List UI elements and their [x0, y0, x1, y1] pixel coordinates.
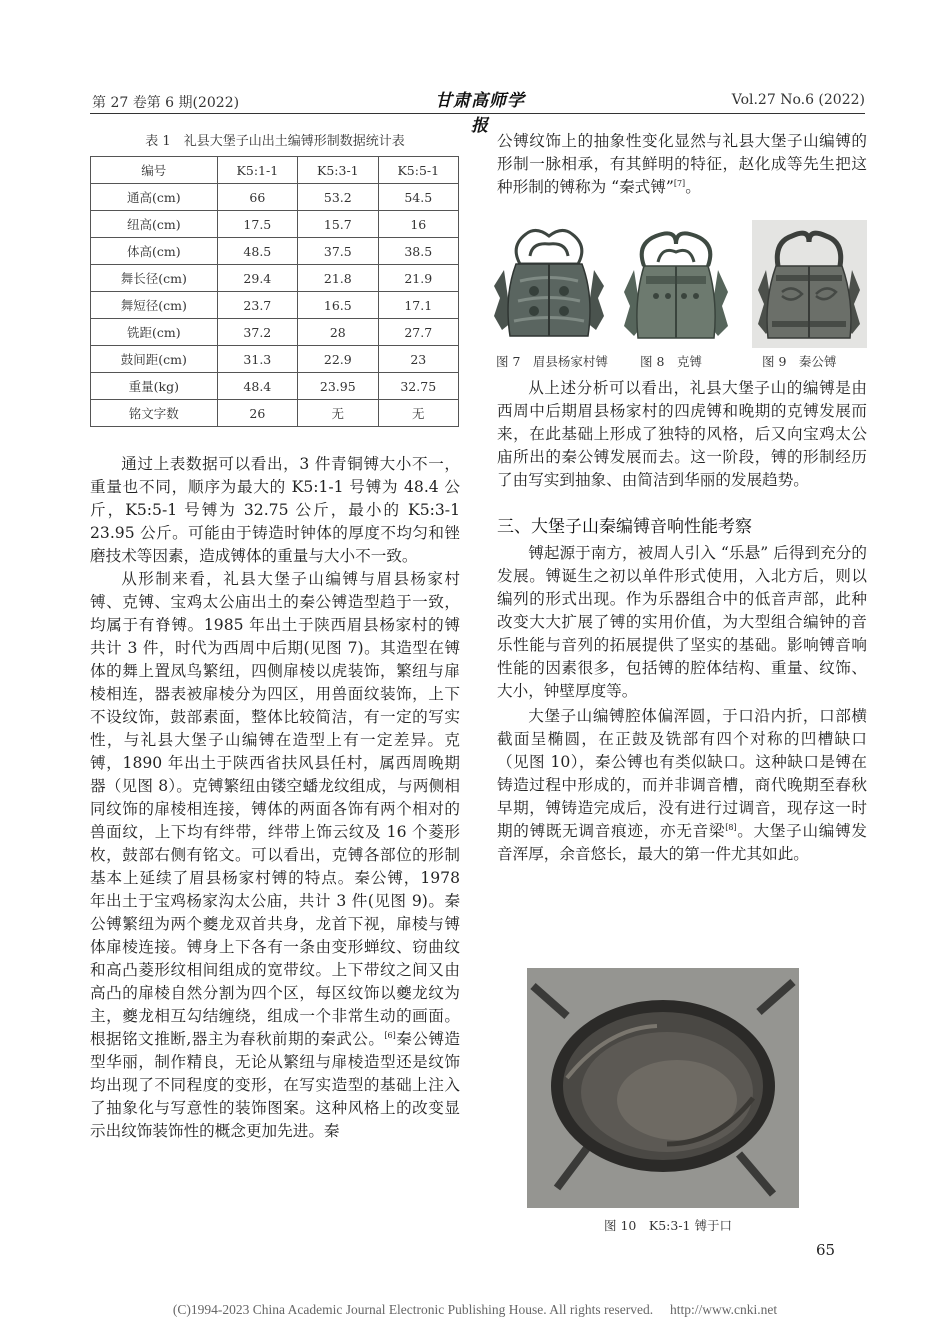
table-cell: 21.9: [378, 265, 458, 292]
table-row: [91, 238, 459, 265]
section-title: 三、大堡子山秦编镈音响性能考察: [497, 517, 752, 537]
paragraph: 从上述分析可以看出，礼县大堡子山的编镈是由西周中后期眉县杨家村的四虎镈和晚期的克镈发展而来，在此基础上形成了独特的风格，后又向宝鸡太公庙所出的秦公镈发展而去。这一阶段，镈的形制经历了由写实到抽象、由简洁到华丽的发展趋势。: [497, 379, 867, 489]
figure-10-caption: 图 10 K5:3-1 镈于口: [604, 1218, 732, 1233]
table-cell: 舞长径(cm): [91, 265, 218, 292]
paragraph-text: 。: [685, 178, 701, 196]
table-cell: 54.5: [378, 184, 458, 211]
table-cell: 37.5: [298, 238, 378, 265]
table-cell: 23.7: [217, 292, 297, 319]
figure-7-image: [490, 226, 608, 348]
table-cell: 53.2: [298, 184, 378, 211]
table-row: [91, 211, 459, 238]
right-column-text-top: [497, 130, 867, 199]
table-cell: 体高(cm): [91, 238, 218, 265]
citation-ref: [6]: [384, 1031, 396, 1040]
left-column-text: [90, 453, 460, 1143]
table-header-cell: K5:5-1: [378, 157, 458, 184]
table-cell: 16: [378, 211, 458, 238]
table-caption: 表 1 礼县大堡子山出土编镈形制数据统计表: [145, 134, 405, 149]
table-header-cell: K5:1-1: [217, 157, 297, 184]
table-row: [91, 292, 459, 319]
table-cell: 21.8: [298, 265, 378, 292]
journal-title: 甘肃高师学报: [435, 91, 525, 136]
header-rule: [90, 113, 865, 114]
table-header-row: [91, 157, 459, 184]
table-cell: 16.5: [298, 292, 378, 319]
table-cell: 纽高(cm): [91, 211, 218, 238]
table-cell: 48.5: [217, 238, 297, 265]
table-row: [91, 184, 459, 211]
table-cell: 38.5: [378, 238, 458, 265]
figure-8-image: [622, 226, 730, 348]
table-row: [91, 373, 459, 400]
figure-10-image: [527, 968, 799, 1208]
table-cell: 无: [298, 400, 378, 427]
table-cell: 通高(cm): [91, 184, 218, 211]
paragraph: [497, 130, 867, 199]
table-cell: 27.7: [378, 319, 458, 346]
table-cell: 23.95: [298, 373, 378, 400]
table-cell: 26: [217, 400, 297, 427]
journal-issue: 第 27 卷第 6 期(2022): [92, 95, 240, 111]
copyright-footer: (C)1994-2023 China Academic Journal Electronic Publishing House. All rights reserved. http://www.cnki.net: [172, 1302, 778, 1317]
figure-9-caption: 图 9 秦公镈: [762, 354, 837, 369]
paragraph-text: 公镈纹饰上的抽象性变化显然与礼县大堡子山编镈的形制一脉相承，有其鲜明的特征，赵化成等先生把这种形制的镈称为 “秦式镈”: [497, 132, 867, 196]
paragraph-text: 大堡子山编镈腔体偏浑圆，于口沿内折，口部横截面呈椭圆，在正鼓及铣部有四个对称的凹槽缺口（见图 10），秦公镈也有类似缺口。这种缺口是镈在铸造过程中形成的，而并非调音槽，商代晚期至春秋早期，镈铸造完成后，没有进行过调音，现存这一时期的镈既无调音痕迹，亦无音梁: [497, 707, 867, 840]
citation-ref: [8]: [725, 823, 737, 832]
figure-9-image: [752, 220, 867, 348]
table-cell: 23: [378, 346, 458, 373]
table-row: [91, 319, 459, 346]
table-cell: 66: [217, 184, 297, 211]
paragraph: [90, 568, 460, 1143]
right-column-text-main: [497, 377, 867, 866]
table-cell: 鼓间距(cm): [91, 346, 218, 373]
table-cell: 17.5: [217, 211, 297, 238]
figure-7-caption: 图 7 眉县杨家村镈: [496, 354, 608, 369]
table-cell: 28: [298, 319, 378, 346]
paragraph-text: 秦公镈造型华丽，制作精良，无论从繁纽与扉棱造型还是纹饰均出现了不同程度的变形，在写实造型的基础上注入了抽象化与写意性的装饰图案。这种风格上的改变显示出纹饰装饰性的概念更加先进。秦: [90, 1030, 460, 1140]
table-cell: 32.75: [378, 373, 458, 400]
citation-ref: [7]: [673, 179, 686, 188]
paragraph: [497, 705, 867, 866]
table-cell: 铭文字数: [91, 400, 218, 427]
table-header-cell: 编号: [91, 157, 218, 184]
figure-8-caption: 图 8 克镈: [640, 354, 702, 369]
table-cell: 15.7: [298, 211, 378, 238]
table-row: [91, 346, 459, 373]
table-cell: 无: [378, 400, 458, 427]
table-row: [91, 265, 459, 292]
table-cell: 31.3: [217, 346, 297, 373]
table-cell: 17.1: [378, 292, 458, 319]
table-cell: 舞短径(cm): [91, 292, 218, 319]
page-number: 65: [816, 1241, 836, 1259]
journal-volume-en: Vol.27 No.6 (2022): [731, 92, 865, 108]
table-row: [91, 400, 459, 427]
paragraph-text: 。大堡子山编镈发音浑厚，余音悠长，最大的第一件尤其如此。: [497, 822, 867, 863]
data-table: [90, 156, 459, 427]
table-cell: 29.4: [217, 265, 297, 292]
table-cell: 48.4: [217, 373, 297, 400]
table-cell: 37.2: [217, 319, 297, 346]
paragraph: 通过上表数据可以看出，3 件青铜镈大小不一，重量也不同，顺序为最大的 K5:1-1 号镈为 48.4 公斤，K5:5-1 号镈为 32.75 公斤，最小的 K5:3-1 23.95 公斤。可能由于铸造时钟体的厚度不均匀和锉磨技术等因素，造成镈体的重量与大小不一致。: [90, 455, 460, 565]
paragraph: 镈起源于南方，被周人引入 “乐悬” 后得到充分的发展。镈诞生之初以单件形式使用，入北方后，则以编列的形式出现。作为乐器组合中的低音声部，此种改变大大扩展了镈的实用价值，为大型组合编钟的音乐性能与音列的拓展提供了坚实的基础。影响镈音响性能的因素很多，包括镈的腔体结构、重量、纹饰、大小，钟壁厚度等。: [497, 544, 867, 700]
table-cell: 重量(kg): [91, 373, 218, 400]
table-cell: 铣距(cm): [91, 319, 218, 346]
table-cell: 22.9: [298, 346, 378, 373]
paragraph-text: 从形制来看，礼县大堡子山编镈与眉县杨家村镈、克镈、宝鸡太公庙出土的秦公镈造型趋于一致，均属于有脊镈。1985 年出土于陕西眉县杨家村的镈共计 3 件，时代为西周中后期(见图 7)。其造型在镈体的舞上置凤鸟繁纽，四侧扉棱以虎装饰，繁纽与扉棱相连，器表被扉棱分为四区，用兽面纹装饰，上下不设纹饰，鼓部素面，整体比较简洁，有一定的写实性，与礼县大堡子山编镈在造型上有一定差异。克镈，1890 年出土于陕西省扶风县任村，属西周晚期器（见图 8）。克镈繁纽由镂空蟠龙纹组成，与两侧相同纹饰的扉棱相连接，镈体的两面各饰有两个相对的兽面纹，上下均有绊带，绊带上饰云纹及 16 个菱形枚，鼓部右侧有铭文。可以看出，克镈各部位的形制基本上延续了眉县杨家村镈的特点。秦公镈，1978 年出土于宝鸡杨家沟太公庙，共计 3 件(见图 9)。秦公镈繁纽为两个夔龙双首共身，龙首下视，扉棱与镈体扉棱连接。镈身上下各有一条由变形蝉纹、窃曲纹和高凸菱形纹相间组成的宽带纹。上下带纹之间又由高凸的扉棱自然分割为四个区，每区纹饰以夔龙纹为主，夔龙相互勾结缠绕，组成一个非常生动的画面。根据铭文推断,器主为春秋前期的秦武公。: [90, 570, 460, 1048]
table-header-cell: K5:3-1: [298, 157, 378, 184]
